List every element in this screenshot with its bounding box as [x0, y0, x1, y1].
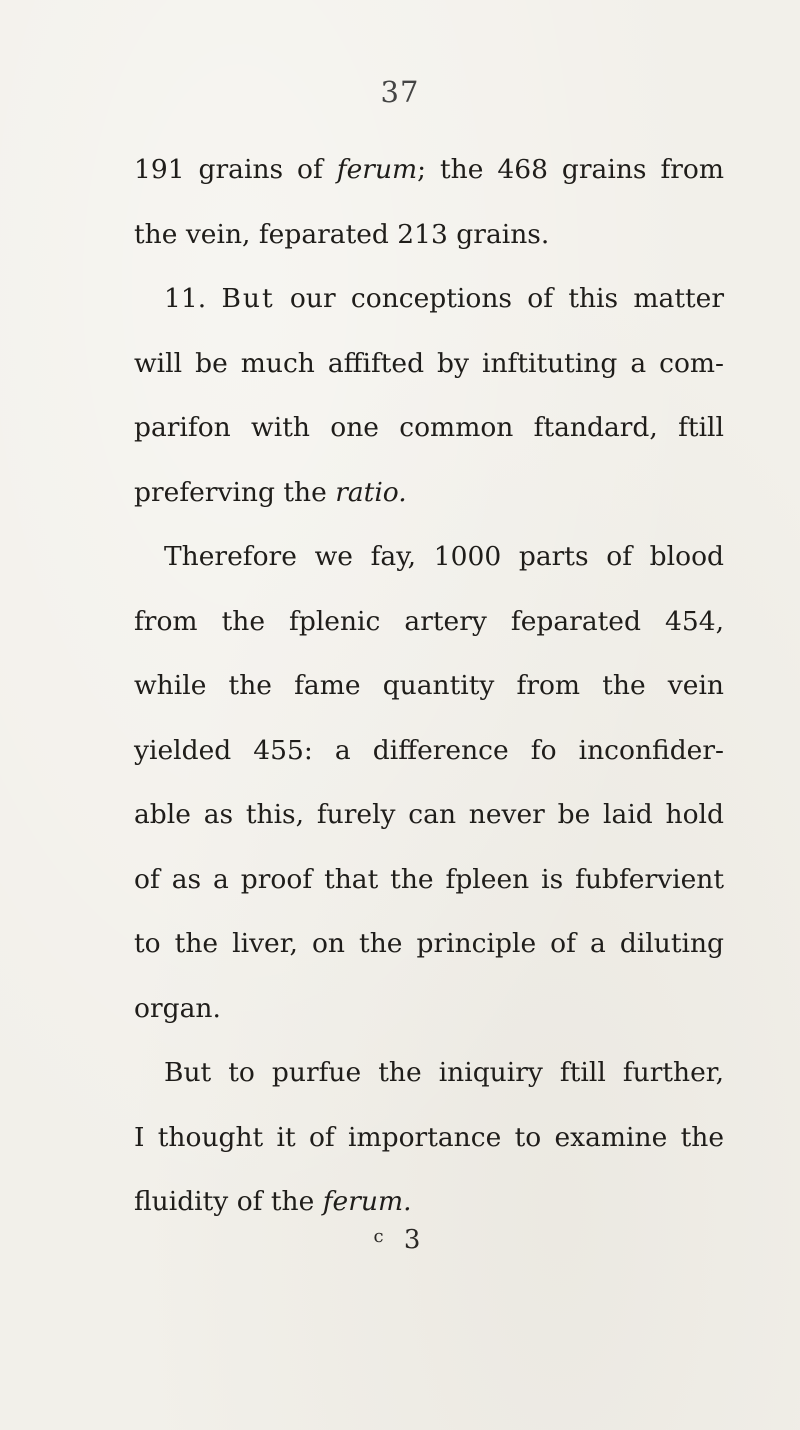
text-line-11: able as this, furely can never be laid hold: [134, 799, 724, 830]
text-line-7: Therefore we fay, 1000 parts of blood: [164, 541, 724, 572]
text-line-3: 11. But our conceptions of this matter: [164, 283, 724, 314]
page-number: 37: [380, 75, 420, 109]
text-line-14: organ.: [134, 992, 221, 1024]
text-line-16: I thought it of importance to examine the: [134, 1121, 724, 1153]
signature-mark: $^c$ 3: [373, 1225, 427, 1255]
text-line-1: 191 grains of ferum; the 468 grains from: [134, 154, 724, 185]
text-line-15: But to purfue the iniquiry ftill further,: [164, 1057, 724, 1088]
text-line-8: from the fplenic artery feparated 454,: [134, 605, 724, 637]
text-line-2: the vein, feparated 213 grains.: [134, 218, 550, 250]
text-line-10: yielded 455: a difference fo inconfider-: [134, 734, 724, 766]
text-line-12: of as a proof that the fpleen is fubfervient: [134, 863, 724, 895]
text-line-4: will be much affifted by inftituting a com-: [134, 347, 724, 379]
text-line-9: while the fame quantity from the vein: [134, 670, 724, 701]
text-line-5: parifon with one common ftandard, ftill: [134, 412, 724, 443]
text-line-6: preferving the ratio.: [134, 476, 407, 508]
text-line-17: fluidity of the ferum.: [134, 1186, 412, 1217]
body-text: [134, 138, 724, 1235]
text-line-13: to the liver, on the principle of a diluting: [134, 928, 724, 959]
